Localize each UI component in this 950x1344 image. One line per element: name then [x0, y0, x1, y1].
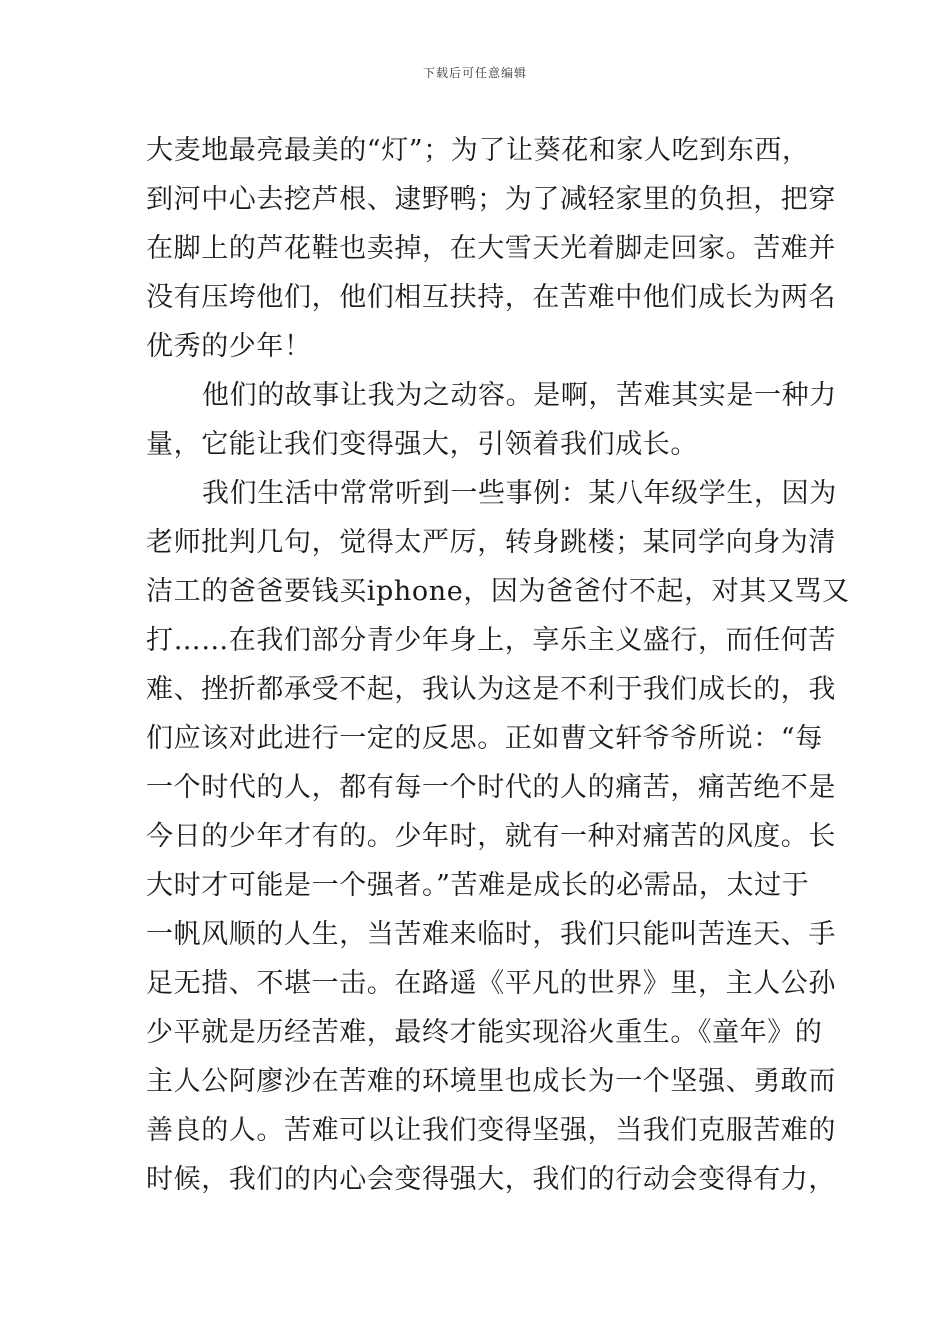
- text-line: 打……在我们部分青少年身上，享乐主义盛行，而任何苦: [146, 625, 836, 656]
- text-line: 善良的人。苦难可以让我们变得坚强，当我们克服苦难的: [146, 1115, 836, 1146]
- text-line: 少平就是历经苦难，最终才能实现浴火重生。《童年》的: [146, 1017, 823, 1048]
- paragraph-start-line: 我们生活中常常听到一些事例：某八年级学生，因为: [202, 478, 837, 509]
- text-line: 时候，我们的内心会变得强大，我们的行动会变得有力，: [146, 1164, 836, 1195]
- text-line: 大时才可能是一个强者。”苦难是成长的必需品，太过于: [146, 870, 810, 901]
- body-text: [146, 126, 850, 1204]
- text-line: 主人公阿廖沙在苦难的环境里也成长为一个坚强、勇敢而: [146, 1066, 836, 1097]
- text-line: 们应该对此进行一定的反思。正如曹文轩爷爷所说：“每: [146, 723, 823, 754]
- text-line: 足无措、不堪一击。在路遥《平凡的世界》里，主人公孙: [146, 968, 836, 999]
- text-line: 在脚上的芦花鞋也卖掉，在大雪天光着脚走回家。苦难并: [146, 233, 836, 264]
- text-line: 老师批判几句，觉得太严厉，转身跳楼；某同学向身为清: [146, 527, 836, 558]
- text-line: 难、挫折都承受不起，我认为这是不利于我们成长的，我: [146, 674, 836, 705]
- text-line: 一帆风顺的人生，当苦难来临时，我们只能叫苦连天、手: [146, 919, 836, 950]
- paragraph-start-line: 他们的故事让我为之动容。是啊，苦难其实是一种力: [202, 380, 837, 411]
- text-line: 优秀的少年！: [146, 331, 312, 362]
- header-note: 下载后可任意编辑: [422, 66, 527, 80]
- text-line: 今日的少年才有的。少年时，就有一种对痛苦的风度。长: [146, 821, 836, 852]
- text-line: 大麦地最亮最美的“灯”；为了让葵花和家人吃到东西，: [146, 135, 810, 166]
- text-line: 量，它能让我们变得强大，引领着我们成长。: [146, 429, 698, 460]
- text-line: 洁工的爸爸要钱买iphone，因为爸爸付不起，对其又骂又: [146, 576, 850, 607]
- text-line: 没有压垮他们，他们相互扶持，在苦难中他们成长为两名: [146, 282, 836, 313]
- text-line: 一个时代的人，都有每一个时代的人的痛苦，痛苦绝不是: [146, 772, 836, 803]
- text-line: 到河中心去挖芦根、逮野鸭；为了减轻家里的负担，把穿: [146, 184, 836, 215]
